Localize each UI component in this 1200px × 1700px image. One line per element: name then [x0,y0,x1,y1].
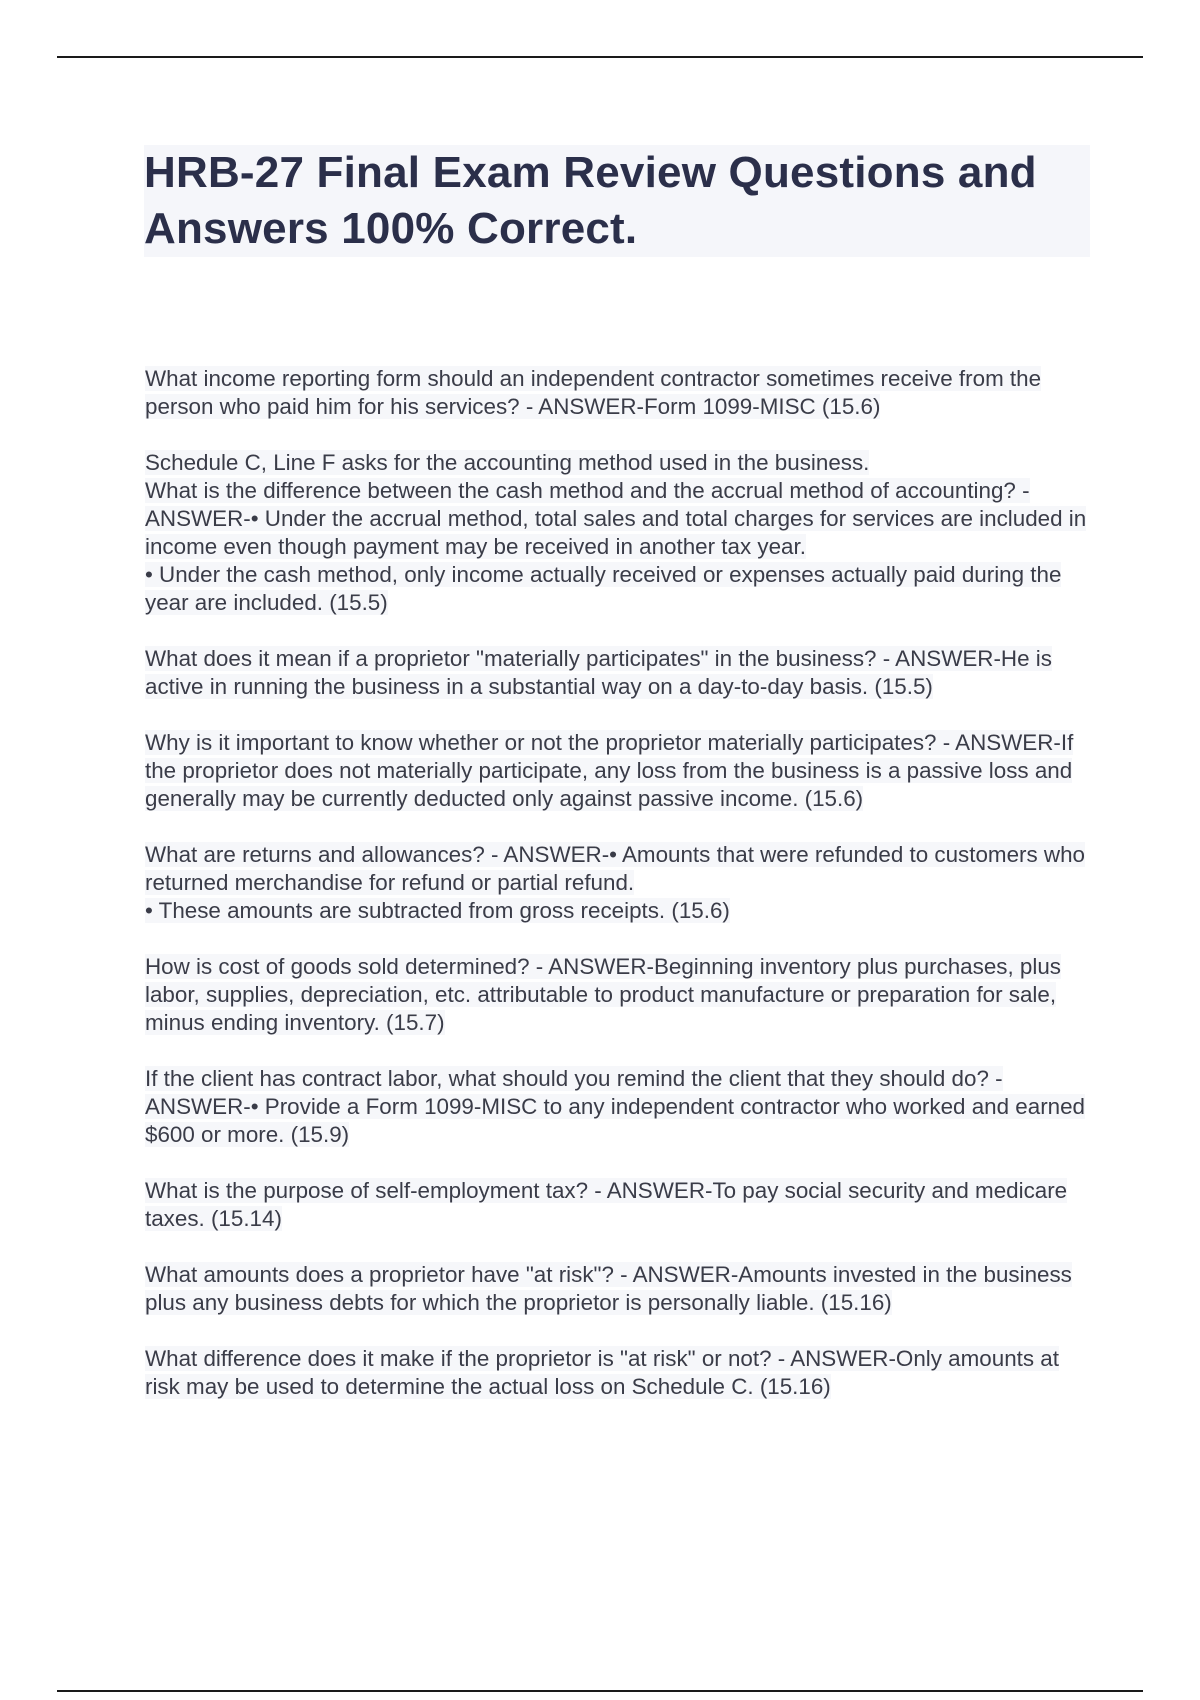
top-divider [57,56,1143,58]
qa-item [145,645,1095,701]
qa-item [145,841,1095,925]
qa-list [145,365,1095,1429]
qa-item [145,1177,1095,1233]
qa-text: What does it mean if a proprietor "materially participates" in the business? - ANSWER-He is active in running the business in a substantial way on a day-to-day basis. (15.5) [145,646,1052,699]
title-block [144,145,1090,257]
qa-text: If the client has contract labor, what should you remind the client that they should do? - ANSWER-• Provide a Form 1099-MISC to any independent contractor who worked and earned $600 or more. (15.9) [145,1066,1086,1147]
qa-item [145,729,1095,813]
page-title: HRB-27 Final Exam Review Questions and Answers 100% Correct. [144,148,1037,253]
qa-item [145,1261,1095,1317]
qa-text: What are returns and allowances? - ANSWER-• Amounts that were refunded to customers who returned merchandise for refund or partial refund. • These amounts are subtracted from gross receipts. (15.6) [145,842,1085,923]
bottom-divider [57,1690,1143,1692]
qa-text: What is the purpose of self-employment tax? - ANSWER-To pay social security and medicare taxes. (15.14) [145,1178,1068,1231]
qa-item [145,1345,1095,1401]
qa-item [145,365,1095,421]
qa-text: How is cost of goods sold determined? - ANSWER-Beginning inventory plus purchases, plus labor, supplies, depreciation, etc. attributable to product manufacture or preparation for sale, minus ending inventory. (15.7) [145,954,1061,1035]
qa-text: What amounts does a proprietor have "at risk"? - ANSWER-Amounts invested in the business plus any business debts for which the proprietor is personally liable. (15.16) [145,1262,1072,1315]
qa-text: Why is it important to know whether or not the proprietor materially participates? - ANSWER-If the proprietor does not materially participate, any loss from the business is a passive loss and generally may be currently deducted only against passive income. (15.6) [145,730,1074,811]
qa-text: Schedule C, Line F asks for the accounting method used in the business. What is the difference between the cash method and the accrual method of accounting? - ANSWER-• Under the accrual method, total sales and total charges for services are included in income even though payment may be received in another tax year. • Under the cash method, only income actually received or expenses actually paid during the year are included. (15.5) [145,450,1087,615]
qa-text: What income reporting form should an independent contractor sometimes receive from the person who paid him for his services? - ANSWER-Form 1099-MISC (15.6) [145,366,1042,419]
qa-item [145,953,1095,1037]
qa-item [145,1065,1095,1149]
qa-text: What difference does it make if the proprietor is "at risk" or not? - ANSWER-Only amounts at risk may be used to determine the actual loss on Schedule C. (15.16) [145,1346,1059,1399]
qa-item [145,449,1095,617]
